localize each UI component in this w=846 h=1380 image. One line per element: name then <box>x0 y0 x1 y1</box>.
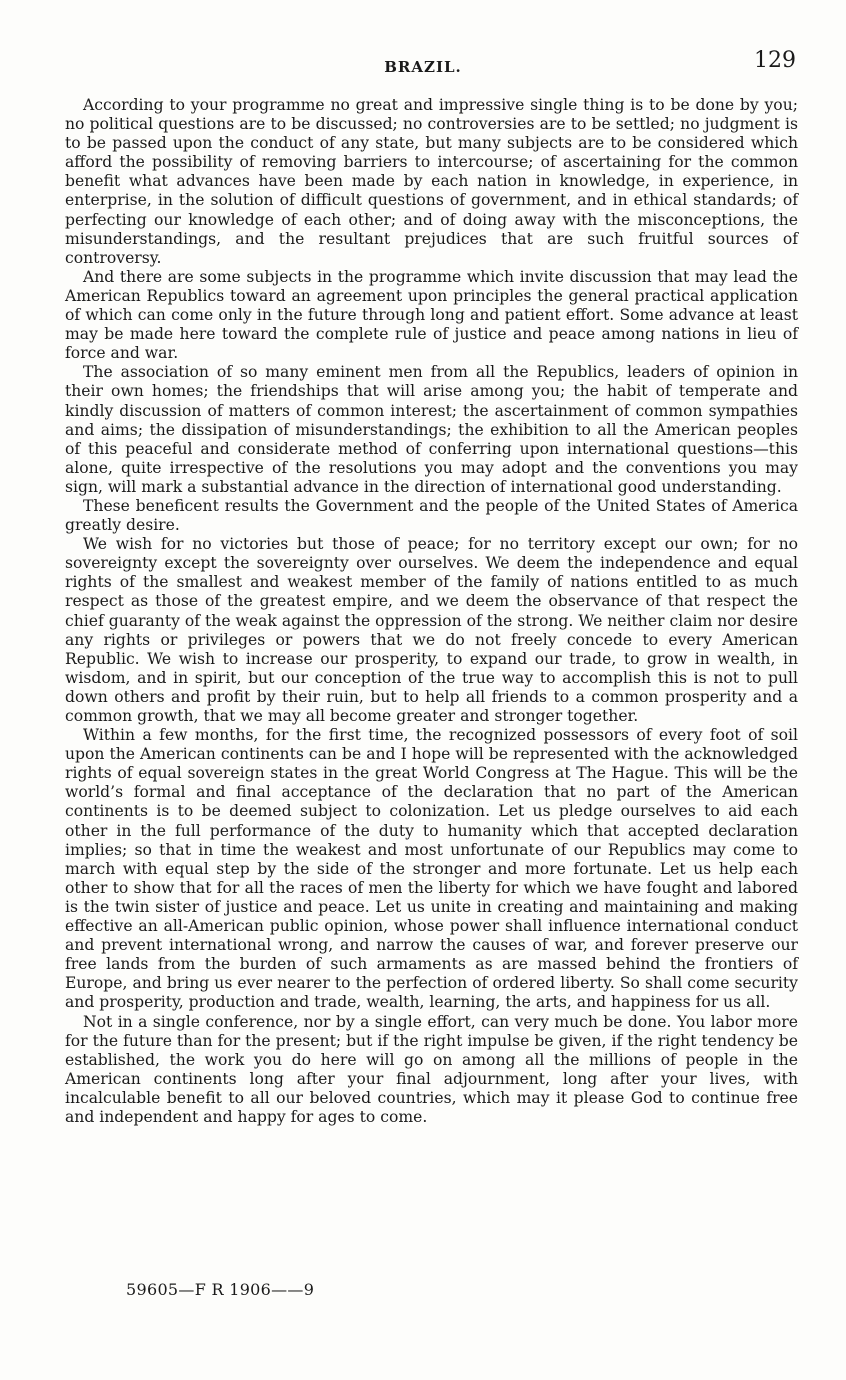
running-title: BRAZIL. <box>384 58 462 76</box>
printer-imprint: 59605—F R 1906——9 <box>126 1280 315 1299</box>
paragraph: The association of so many eminent men from all the Republics, leaders of opinion in their own homes; the friendships that will arise among you; the habit of temperate and kindly discussion of matters of common interest; the ascertainment of common sympathies and aims; the dissipation of misunderstandings; the exhibition to all the American peoples of this peaceful and considerate method of conferring upon international questions—this alone, quite irrespective of the resolutions you may adopt and the conventions you may sign, will mark a substantial advance in the direction of international good understanding. <box>65 363 798 496</box>
page-number: 129 <box>754 48 796 73</box>
paragraph: Not in a single conference, nor by a single effort, can very much be done. You labor more for the future than for the present; but if the right impulse be given, if the right tendency be established, the work you do here will go on among all the millions of people in the American continents long after your final adjournment, long after your lives, with incalculable benefit to all our beloved countries, which may it please God to continue free and independent and happy for ages to come. <box>65 1012 798 1126</box>
running-head <box>0 48 846 78</box>
paragraph: We wish for no victories but those of peace; for no territory except our own; for no sovereignty except the sovereignty over ourselves. We deem the independence and equal rights of the smallest and weakest member of the family of nations entitled to as much respect as those of the greatest empire, and we deem the observance of that respect the chief guaranty of the weak against the oppression of the strong. We neither claim nor desire any rights or privileges or powers that we do not freely concede to every American Republic. We wish to increase our prosperity, to expand our trade, to grow in wealth, in wisdom, and in spirit, but our conception of the true way to accomplish this is not to pull down others and profit by their ruin, but to help all friends to a common prosperity and a common growth, that we may all become greater and stronger together. <box>65 535 798 725</box>
paragraph: According to your programme no great and impressive single thing is to be done by you; no political questions are to be discussed; no controversies are to be settled; no judgment is to be passed upon the conduct of any state, but many subjects are to be considered which afford the possibility of removing barriers to intercourse; of ascertaining for the common benefit what advances have been made by each nation in knowledge, in experience, in enterprise, in the solution of difficult questions of government, and in ethical standards; of perfecting our knowledge of each other; and of doing away with the misconceptions, the misunderstandings, and the resultant prejudices that are such fruitful sources of controversy. <box>65 96 798 267</box>
paragraph: Within a few months, for the first time, the recognized possessors of every foot of soil upon the American continents can be and I hope will be represented with the acknowledged rights of equal sovereign states in the great World Congress at The Hague. This will be the world’s formal and final acceptance of the declaration that no part of the American continents is to be deemed subject to colonization. Let us pledge ourselves to aid each other in the full performance of the duty to humanity which that accepted declaration implies; so that in time the weakest and most unfortunate of our Republics may come to march with equal step by the side of the stronger and more fortunate. Let us help each other to show that for all the races of men the liberty for which we have fought and labored is the twin sister of justice and peace. Let us unite in creating and maintaining and making effective an all-American public opinion, whose power shall influence international conduct and prevent international wrong, and narrow the causes of war, and forever preserve our free lands from the burden of such armaments as are massed behind the frontiers of Europe, and bring us ever nearer to the perfection of ordered liberty. So shall come security and prosperity, production and trade, wealth, learning, the arts, and happiness for us all. <box>65 726 798 1012</box>
body-text <box>65 96 798 1127</box>
paragraph: And there are some subjects in the programme which invite discussion that may lead the American Republics toward an agreement upon principles the general practical application of which can come only in the future through long and patient effort. Some advance at least may be made here toward the complete rule of justice and peace among nations in lieu of force and war. <box>65 267 798 363</box>
paragraph: These beneficent results the Government and the people of the United States of America greatly desire. <box>65 496 798 535</box>
